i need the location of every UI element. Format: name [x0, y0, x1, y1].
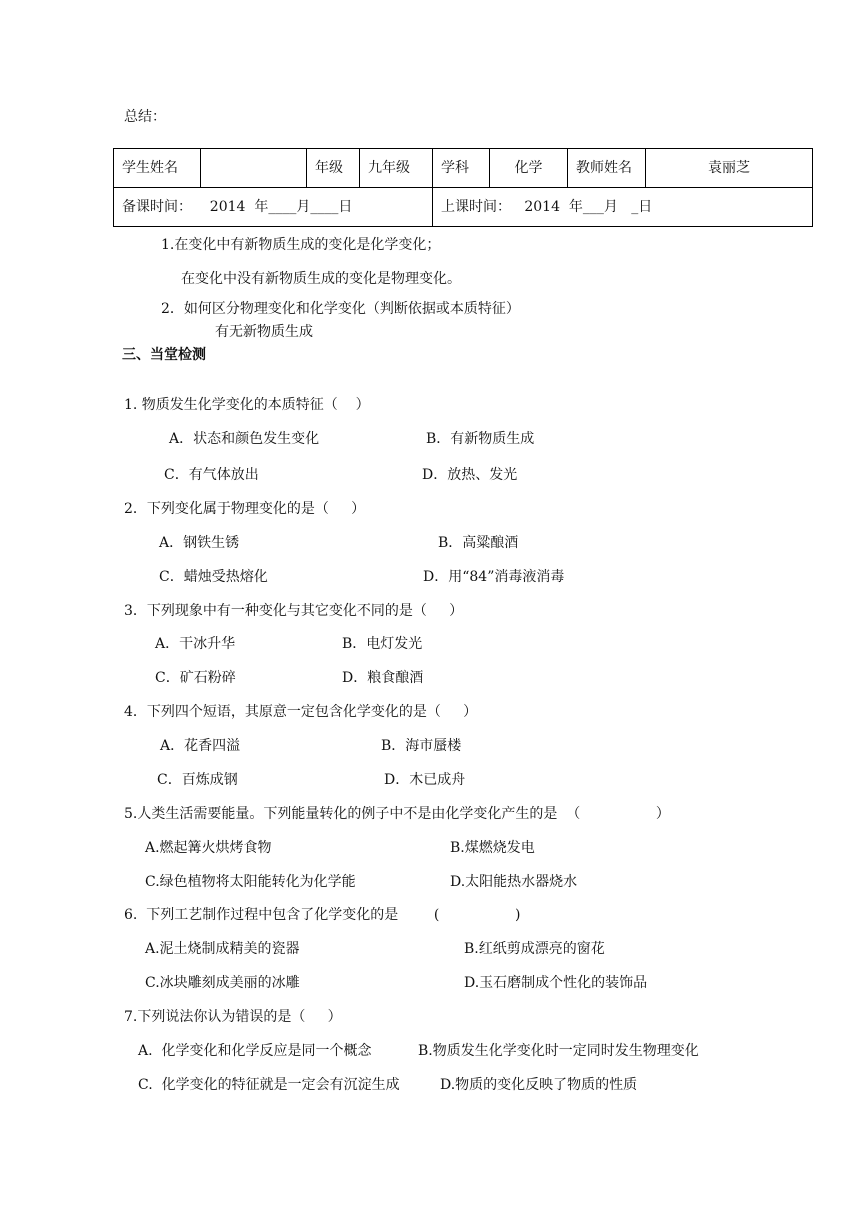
question-3-option-c: C．矿石粉碎 — [155, 670, 236, 686]
question-1-option-d: D．放热、发光 — [422, 467, 518, 483]
student-name-value — [201, 149, 307, 188]
question-3-option-d: D．粮食酿酒 — [342, 670, 424, 686]
note-line-4: 有无新物质生成 — [215, 324, 313, 340]
question-4-option-a: A．花香四溢 — [160, 738, 241, 754]
question-4-stem: 4．下列四个短语，其原意一定包含化学变化的是（ ） — [124, 704, 478, 720]
summary-label: 总结： — [124, 109, 166, 125]
prep-time: 备课时间： 2014 年____月____日 — [114, 188, 433, 227]
question-6-stem: 6. 下列工艺制作过程中包含了化学变化的是 ( ) — [124, 907, 521, 923]
question-3-option-a: A．干冰升华 — [155, 636, 236, 652]
teacher-label: 教师姓名 — [568, 149, 646, 188]
question-2-stem: 2．下列变化属于物理变化的是（ ） — [124, 501, 366, 517]
question-5-option-c: C.绿色植物将太阳能转化为化学能 — [145, 874, 356, 890]
question-3-option-b: B．电灯发光 — [342, 636, 423, 652]
question-1-option-b: B．有新物质生成 — [426, 431, 535, 447]
question-2-option-d: D．用“84”消毒液消毒 — [423, 569, 565, 585]
subject-label: 学科 — [433, 149, 490, 188]
question-7-stem: 7.下列说法你认为错误的是（ ） — [124, 1009, 342, 1025]
grade-label: 年级 — [307, 149, 360, 188]
note-line-3: 2．如何区分物理变化和化学变化（判断依据或本质特征） — [161, 301, 520, 317]
section-title: 三、当堂检测 — [122, 347, 206, 363]
question-1-option-c: C．有气体放出 — [164, 467, 259, 483]
grade-value: 九年级 — [360, 149, 433, 188]
question-2-option-b: B．高粱酿酒 — [438, 535, 519, 551]
question-6-option-c: C.冰块雕刻成美丽的冰雕 — [145, 975, 300, 991]
question-7-option-d: D.物质的变化反映了物质的性质 — [440, 1077, 638, 1093]
question-4-option-b: B．海市蜃楼 — [381, 738, 462, 754]
note-line-2: 在变化中没有新物质生成的变化是物理变化。 — [181, 271, 461, 287]
lesson-info-table — [113, 148, 813, 227]
question-4-option-d: D．木已成舟 — [384, 772, 466, 788]
student-name-label: 学生姓名 — [114, 149, 201, 188]
question-7-option-a: A. 化学变化和化学反应是同一个概念 — [138, 1043, 372, 1059]
question-6-option-b: B.红纸剪成漂亮的窗花 — [464, 941, 605, 957]
question-1-option-a: A．状态和颜色发生变化 — [169, 431, 320, 447]
question-5-stem: 5.人类生活需要能量。下列能量转化的例子中不是由化学变化产生的是 （ ） — [124, 806, 670, 822]
class-time: 上课时间： 2014 年___月 _日 — [433, 188, 813, 227]
question-7-option-b: B.物质发生化学变化时一定同时发生物理变化 — [418, 1043, 699, 1059]
question-7-option-c: C. 化学变化的特征就是一定会有沉淀生成 — [138, 1077, 400, 1093]
question-5-option-a: A.燃起篝火烘烤食物 — [145, 840, 272, 856]
question-4-option-c: C．百炼成钢 — [157, 772, 238, 788]
question-1-stem: 1. 物质发生化学变化的本质特征（ ） — [124, 397, 370, 413]
subject-value: 化学 — [490, 149, 568, 188]
question-3-stem: 3．下列现象中有一种变化与其它变化不同的是（ ） — [124, 603, 464, 619]
question-6-option-d: D.玉石磨制成个性化的装饰品 — [464, 975, 648, 991]
teacher-value: 袁丽芝 — [646, 149, 813, 188]
question-2-option-a: A．钢铁生锈 — [159, 535, 240, 551]
question-5-option-d: D.太阳能热水器烧水 — [450, 874, 578, 890]
note-line-1: 1.在变化中有新物质生成的变化是化学变化； — [161, 237, 441, 253]
question-6-option-a: A.泥土烧制成精美的瓷器 — [145, 941, 300, 957]
question-5-option-b: B.煤燃烧发电 — [450, 840, 535, 856]
question-2-option-c: C．蜡烛受热熔化 — [159, 569, 268, 585]
